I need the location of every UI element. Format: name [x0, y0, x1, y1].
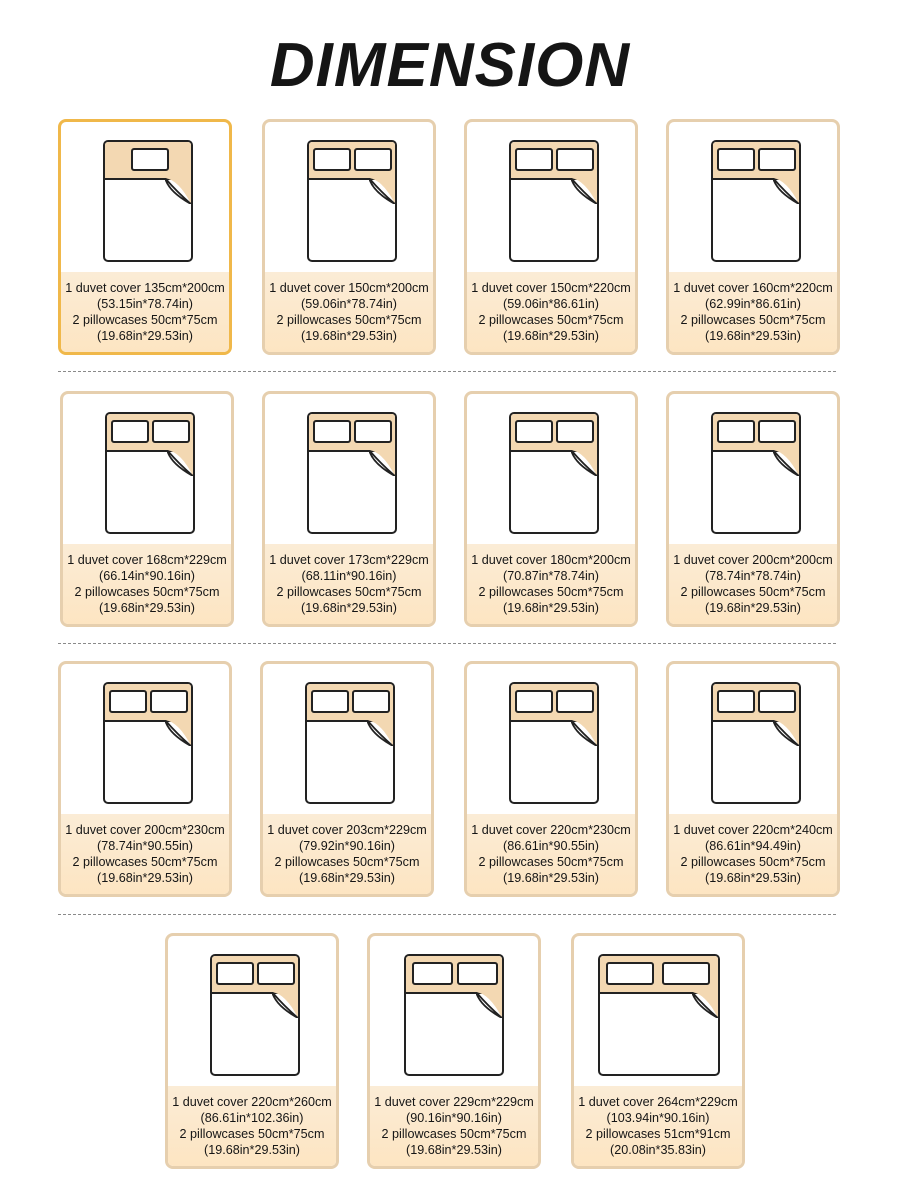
bed-illustration-icon	[598, 954, 720, 1076]
row-divider	[58, 914, 836, 915]
size-caption: 1 duvet cover 150cm*220cm (59.06in*86.61in) 2 pillowcases 50cm*75cm (19.68in*29.53in)	[467, 272, 635, 352]
bed-illustration-icon	[404, 954, 504, 1076]
size-row-3	[0, 661, 900, 901]
size-option-card[interactable]	[260, 661, 434, 897]
size-caption: 1 duvet cover 160cm*220cm (62.99in*86.61in) 2 pillowcases 50cm*75cm (19.68in*29.53in)	[669, 272, 837, 352]
bed-illustration-icon	[307, 412, 397, 534]
bed-illustration-icon	[711, 140, 801, 262]
size-caption: 1 duvet cover 220cm*240cm (86.61in*94.49in) 2 pillowcases 50cm*75cm (19.68in*29.53in)	[669, 814, 837, 894]
size-option-card[interactable]	[58, 119, 232, 355]
size-option-card[interactable]	[367, 933, 541, 1169]
bed-illustration-icon	[711, 412, 801, 534]
bed-illustration-icon	[509, 682, 599, 804]
size-option-card[interactable]	[666, 391, 840, 627]
size-row-4	[0, 933, 900, 1173]
size-row-1	[0, 119, 900, 359]
row-divider	[58, 643, 836, 644]
size-caption: 1 duvet cover 229cm*229cm (90.16in*90.16in) 2 pillowcases 50cm*75cm (19.68in*29.53in)	[370, 1086, 538, 1166]
size-option-card[interactable]	[262, 391, 436, 627]
size-caption: 1 duvet cover 264cm*229cm (103.94in*90.16in) 2 pillowcases 51cm*91cm (20.08in*35.83in)	[574, 1086, 742, 1166]
size-option-card[interactable]	[262, 119, 436, 355]
size-option-card[interactable]	[666, 661, 840, 897]
size-option-card[interactable]	[571, 933, 745, 1169]
bed-illustration-icon	[711, 682, 801, 804]
size-caption: 1 duvet cover 135cm*200cm (53.15in*78.74in) 2 pillowcases 50cm*75cm (19.68in*29.53in)	[61, 272, 229, 352]
size-option-card[interactable]	[60, 391, 234, 627]
bed-illustration-icon	[105, 412, 195, 534]
size-caption: 1 duvet cover 200cm*230cm (78.74in*90.55in) 2 pillowcases 50cm*75cm (19.68in*29.53in)	[61, 814, 229, 894]
size-caption: 1 duvet cover 168cm*229cm (66.14in*90.16in) 2 pillowcases 50cm*75cm (19.68in*29.53in)	[63, 544, 231, 624]
size-row-2	[0, 391, 900, 631]
size-caption: 1 duvet cover 203cm*229cm (79.92in*90.16in) 2 pillowcases 50cm*75cm (19.68in*29.53in)	[263, 814, 431, 894]
size-caption: 1 duvet cover 150cm*200cm (59.06in*78.74in) 2 pillowcases 50cm*75cm (19.68in*29.53in)	[265, 272, 433, 352]
bed-illustration-icon	[103, 682, 193, 804]
size-option-card[interactable]	[165, 933, 339, 1169]
size-option-card[interactable]	[464, 661, 638, 897]
bed-illustration-icon	[210, 954, 300, 1076]
bed-illustration-icon	[103, 140, 193, 262]
size-option-card[interactable]	[58, 661, 232, 897]
bed-illustration-icon	[307, 140, 397, 262]
size-caption: 1 duvet cover 220cm*230cm (86.61in*90.55in) 2 pillowcases 50cm*75cm (19.68in*29.53in)	[467, 814, 635, 894]
size-option-card[interactable]	[666, 119, 840, 355]
size-caption: 1 duvet cover 220cm*260cm (86.61in*102.36in) 2 pillowcases 50cm*75cm (19.68in*29.53in)	[168, 1086, 336, 1166]
size-option-card[interactable]	[464, 391, 638, 627]
size-caption: 1 duvet cover 180cm*200cm (70.87in*78.74in) 2 pillowcases 50cm*75cm (19.68in*29.53in)	[467, 544, 635, 624]
bed-illustration-icon	[509, 140, 599, 262]
size-caption: 1 duvet cover 200cm*200cm (78.74in*78.74in) 2 pillowcases 50cm*75cm (19.68in*29.53in)	[669, 544, 837, 624]
row-divider	[58, 371, 836, 372]
page-title: DIMENSION	[269, 31, 631, 100]
size-option-card[interactable]	[464, 119, 638, 355]
bed-illustration-icon	[305, 682, 395, 804]
size-caption: 1 duvet cover 173cm*229cm (68.11in*90.16in) 2 pillowcases 50cm*75cm (19.68in*29.53in)	[265, 544, 433, 624]
bed-illustration-icon	[509, 412, 599, 534]
